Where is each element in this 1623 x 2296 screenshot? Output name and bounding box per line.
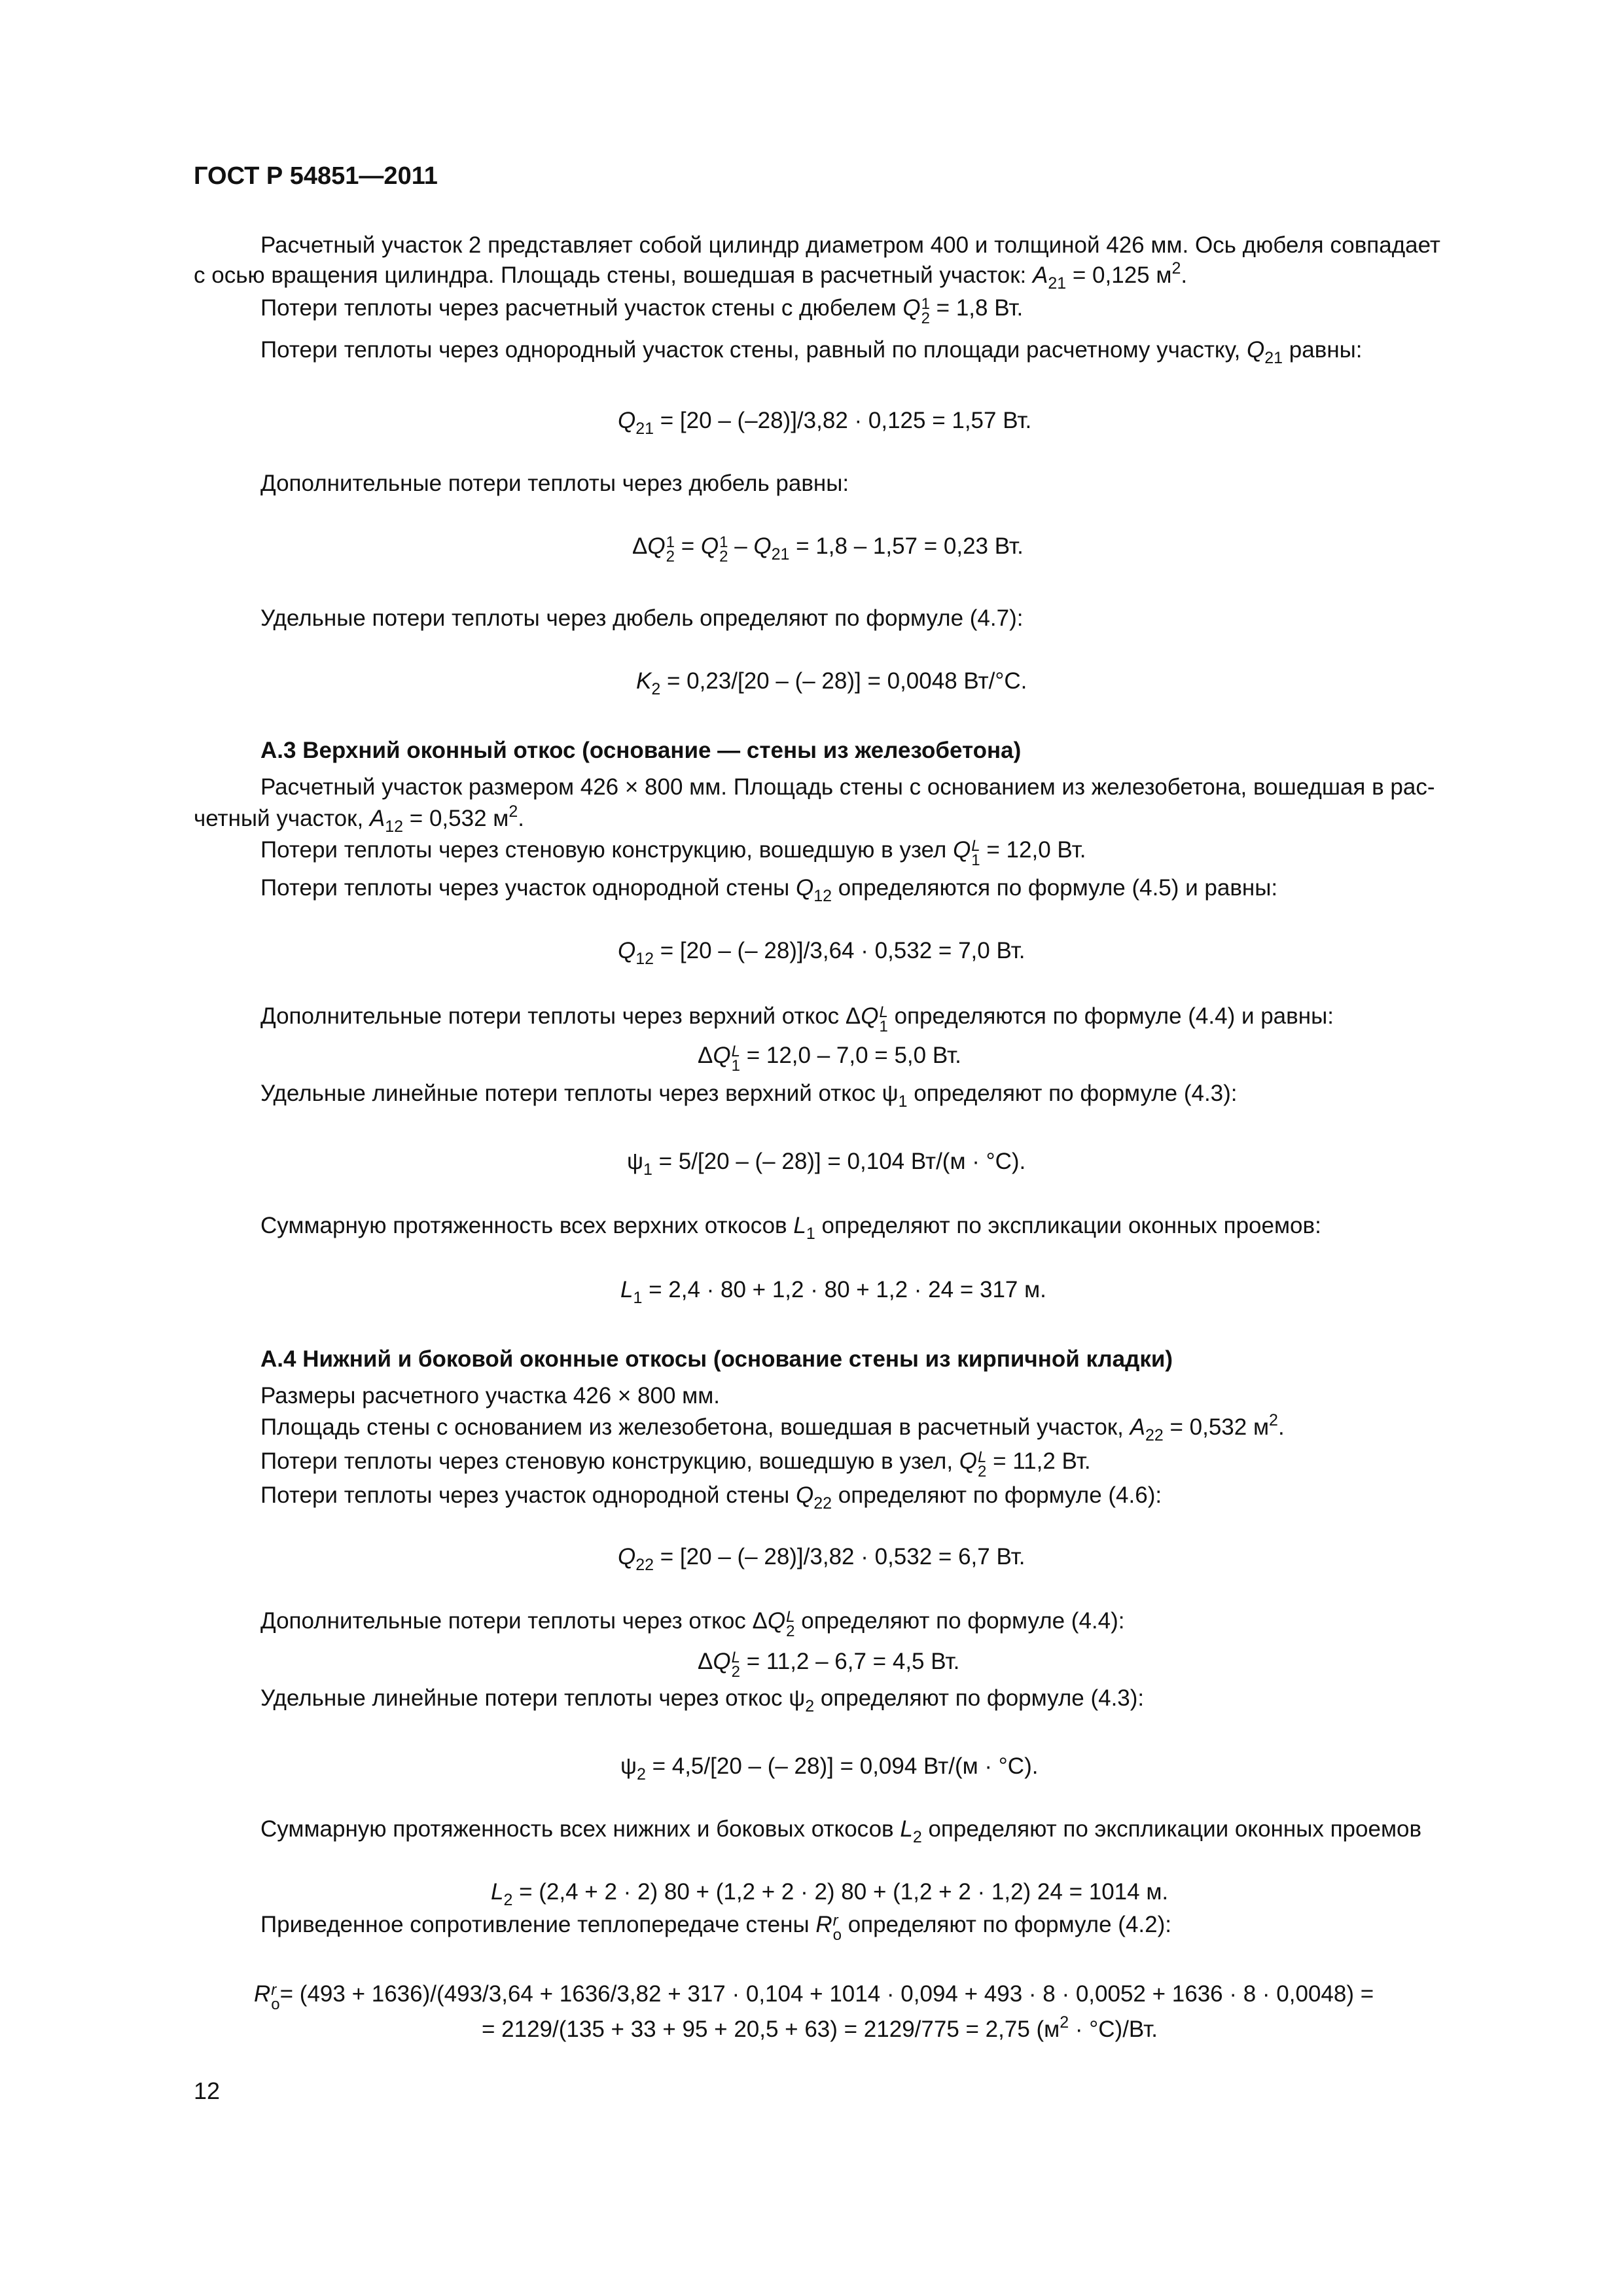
paragraph-line: Потери теплоты через расчетный участок стены с дюбелем Q 1 2 = 1,8 Вт. bbox=[260, 295, 1024, 327]
paragraph-line: Потери теплоты через стеновую конструкцию, вошедшую в узел Q L 1 = 12,0 Вт. bbox=[260, 837, 1086, 869]
equation-psi1: $\psi_1 = 5/[20$ – (– 28)] = 0,104 Вт/(м · °С). bbox=[627, 1149, 1026, 1179]
section-heading-a3: А.3 Верхний оконный откос (основание — стены из железобетона) bbox=[260, 738, 1022, 763]
paragraph-line: Расчетный участок размером 426 × 800 мм. Площадь стены с основанием из железобетона, вошедшая в рас- bbox=[260, 774, 1435, 800]
paragraph-line: Потери теплоты через участок однородной стены $Q_{22}$ определяют по формуле (4.6): bbox=[260, 1482, 1162, 1513]
paragraph-line: Потери теплоты через однородный участок стены, равный по площади расчетному участку, $Q_{21}$ равны: bbox=[260, 337, 1363, 367]
page-number: 12 bbox=[194, 2077, 221, 2104]
section-heading-a4: А.4 Нижний и боковой оконные откосы (основание стены из кирпичной кладки) bbox=[260, 1346, 1173, 1372]
equation-r0-line-1: R r o = (493 + 1636)/(493/3,64 + 1636/3,82 + 317 · 0,104 + 1014 · 0,094 + 493 · 8 · 0,0052 + 1636 · 8 · 0,0048) = bbox=[254, 1981, 1374, 2013]
equation-delta-q1: ΔQ L 1 = 12,0 – 7,0 = 5,0 Вт. bbox=[698, 1043, 961, 1075]
paragraph-line: Потери теплоты через участок однородной стены $Q_{12}$ определяются по формуле (4.5) и равны: bbox=[260, 875, 1278, 905]
document-standard-header: ГОСТ Р 54851—2011 bbox=[194, 162, 438, 190]
equation-q22: $Q_{22} = [20$ – (– 28)]/3,82 · 0,532 = 6,7 Вт. bbox=[618, 1544, 1026, 1574]
paragraph-line: с осью вращения цилиндра. Площадь стены, вошедшая в расчетный участок: $A_{21} = 0,125$ $м^2$. bbox=[194, 259, 1188, 293]
paragraph-line: Дополнительные потери теплоты через верхний откос ΔQ L 1 определяются по формуле (4.4) и равны: bbox=[260, 1003, 1334, 1035]
equation-psi2: $\psi_2 = 4,5/[20$ – (– 28)] = 0,094 Вт/(м · °С). bbox=[620, 1753, 1039, 1784]
paragraph-line: Дополнительные потери теплоты через дюбель равны: bbox=[260, 471, 849, 496]
paragraph-line: Суммарную протяженность всех верхних откосов $L_1$ определяют по экспликации оконных проемов: bbox=[260, 1213, 1321, 1243]
paragraph-line: Потери теплоты через стеновую конструкцию, вошедшую в узел, Q L 2 = 11,2 Вт. bbox=[260, 1448, 1091, 1480]
equation-k2: $K_2 = 0,23/[20$ – (– 28)] = 0,0048 Вт/°С. bbox=[636, 668, 1027, 698]
paragraph-line: Размеры расчетного участка 426 × 800 мм. bbox=[260, 1383, 721, 1408]
equation-l2: $L_2 = (2,4 + 2 \cdot 2) 80 + (1,2 + 2 \cdot 2) 80 + (1,2 + 2 \cdot 1,2) 24 = 1014$ м. bbox=[491, 1879, 1169, 1909]
equation-l1: $L_1 = 2,4 \cdot 80 + 1,2 \cdot 80 + 1,2 \cdot 24 = 317$ м. bbox=[620, 1277, 1046, 1307]
paragraph-line: Удельные линейные потери теплоты через откос $\psi_2$ определяют по формуле (4.3): bbox=[260, 1685, 1145, 1715]
paragraph-line: четный участок, $A_{12} = 0,532$ $м^2$. bbox=[194, 802, 524, 836]
equation-q12: $Q_{12} = [20$ – (– 28)]/3,64 · 0,532 = 7,0 Вт. bbox=[618, 938, 1026, 968]
equation-r0-line-2: = 2129/(135 + 33 + 95 + 20,5 + 63) = 2129/775 = 2,75 $(м^2 \cdot ^\circ С)/Вт$. bbox=[482, 2013, 1158, 2042]
equation-q21: $Q_{21} = [20 - (-28)]/3,82 \cdot 0,125 = 1,57$ Вт. bbox=[618, 408, 1032, 438]
equation-delta-q2: ΔQ 1 2 = Q 1 2 – $Q_{21} = 1,8 - 1,57 = 0,23$ Вт. bbox=[632, 533, 1024, 565]
paragraph-line: Дополнительные потери теплоты через откос ΔQ L 2 определяют по формуле (4.4): bbox=[260, 1608, 1125, 1640]
paragraph-line: Удельные потери теплоты через дюбель определяют по формуле (4.7): bbox=[260, 605, 1024, 631]
paragraph-line: Расчетный участок 2 представляет собой цилиндр диаметром 400 и толщиной 426 мм. Ось дюбеля совпадает bbox=[260, 232, 1440, 258]
equation-delta-q2-l: ΔQ L 2 = 11,2 – 6,7 = 4,5 Вт. bbox=[698, 1649, 960, 1681]
paragraph-line: Удельные линейные потери теплоты через верхний откос $\psi_1$ определяют по формуле (4.3): bbox=[260, 1081, 1238, 1111]
paragraph-line: Приведенное сопротивление теплопередаче стены R r o определяют по формуле (4.2): bbox=[260, 1912, 1171, 1944]
paragraph-line: Суммарную протяженность всех нижних и боковых откосов $L_2$ определяют по экспликации оконных проемов bbox=[260, 1816, 1422, 1846]
paragraph-line: Площадь стены с основанием из железобетона, вошедшая в расчетный участок, $A_{22} = 0,532$ $м^2$. bbox=[260, 1411, 1285, 1444]
